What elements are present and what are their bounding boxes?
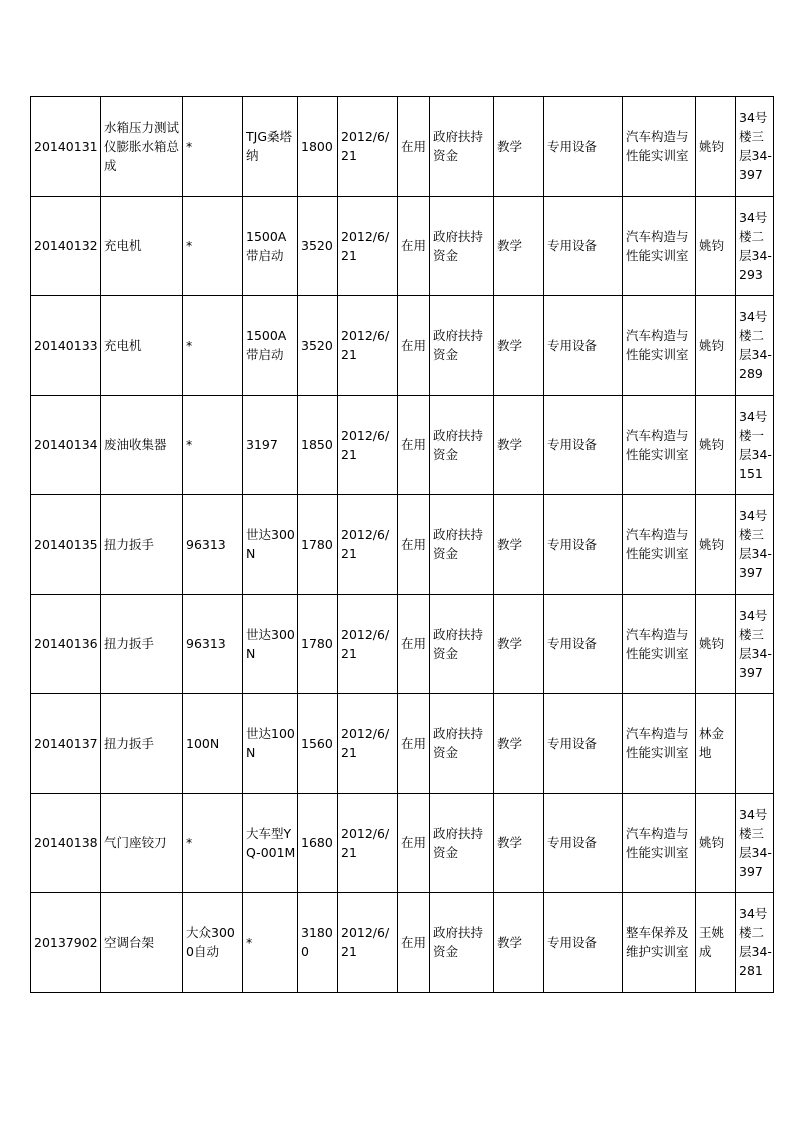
cell-name: 空调台架 xyxy=(101,893,183,993)
cell-status: 在用 xyxy=(398,196,430,296)
cell-spec: * xyxy=(243,893,298,993)
table-row xyxy=(31,694,774,794)
table-row xyxy=(31,893,774,993)
cell-date: 2012/6/21 xyxy=(338,893,398,993)
cell-status: 在用 xyxy=(398,296,430,396)
cell-keeper: 姚钧 xyxy=(696,793,736,893)
cell-keeper: 姚钧 xyxy=(696,495,736,595)
cell-status: 在用 xyxy=(398,594,430,694)
cell-id: 20140133 xyxy=(31,296,101,396)
cell-name: 扭力扳手 xyxy=(101,594,183,694)
cell-id: 20140137 xyxy=(31,694,101,794)
cell-funding: 政府扶持资金 xyxy=(430,97,494,197)
cell-price: 3520 xyxy=(298,296,338,396)
cell-usage: 教学 xyxy=(494,793,544,893)
cell-spec: 世达300N xyxy=(243,594,298,694)
cell-model: 100N xyxy=(183,694,243,794)
asset-table-body xyxy=(31,97,774,993)
cell-location: 34号楼二层34-281 xyxy=(736,893,774,993)
cell-location xyxy=(736,694,774,794)
cell-keeper: 姚钧 xyxy=(696,196,736,296)
cell-location: 34号楼三层34-397 xyxy=(736,495,774,595)
cell-model: * xyxy=(183,97,243,197)
cell-keeper: 姚钧 xyxy=(696,395,736,495)
cell-category: 专用设备 xyxy=(544,793,623,893)
cell-keeper: 姚钧 xyxy=(696,594,736,694)
cell-name: 水箱压力测试仪膨胀水箱总成 xyxy=(101,97,183,197)
cell-category: 专用设备 xyxy=(544,196,623,296)
cell-funding: 政府扶持资金 xyxy=(430,793,494,893)
cell-name: 充电机 xyxy=(101,196,183,296)
cell-price: 31800 xyxy=(298,893,338,993)
cell-category: 专用设备 xyxy=(544,694,623,794)
cell-model: 96313 xyxy=(183,594,243,694)
cell-room: 汽车构造与性能实训室 xyxy=(623,694,696,794)
cell-id: 20140131 xyxy=(31,97,101,197)
cell-keeper: 王姚成 xyxy=(696,893,736,993)
cell-id: 20140135 xyxy=(31,495,101,595)
cell-keeper: 姚钧 xyxy=(696,97,736,197)
cell-category: 专用设备 xyxy=(544,296,623,396)
cell-status: 在用 xyxy=(398,893,430,993)
cell-id: 20140134 xyxy=(31,395,101,495)
cell-location: 34号楼一层34-151 xyxy=(736,395,774,495)
cell-usage: 教学 xyxy=(494,97,544,197)
cell-location: 34号楼二层34-293 xyxy=(736,196,774,296)
cell-location: 34号楼二层34-289 xyxy=(736,296,774,396)
cell-usage: 教学 xyxy=(494,594,544,694)
cell-status: 在用 xyxy=(398,97,430,197)
cell-spec: 1500A带启动 xyxy=(243,196,298,296)
cell-price: 1560 xyxy=(298,694,338,794)
table-row xyxy=(31,196,774,296)
cell-date: 2012/6/21 xyxy=(338,97,398,197)
cell-category: 专用设备 xyxy=(544,97,623,197)
cell-category: 专用设备 xyxy=(544,495,623,595)
cell-status: 在用 xyxy=(398,694,430,794)
cell-room: 汽车构造与性能实训室 xyxy=(623,495,696,595)
cell-room: 整车保养及维护实训室 xyxy=(623,893,696,993)
cell-model: 96313 xyxy=(183,495,243,595)
cell-price: 1800 xyxy=(298,97,338,197)
cell-price: 1850 xyxy=(298,395,338,495)
cell-spec: 1500A带启动 xyxy=(243,296,298,396)
cell-room: 汽车构造与性能实训室 xyxy=(623,296,696,396)
cell-room: 汽车构造与性能实训室 xyxy=(623,97,696,197)
cell-usage: 教学 xyxy=(494,296,544,396)
cell-funding: 政府扶持资金 xyxy=(430,694,494,794)
cell-date: 2012/6/21 xyxy=(338,793,398,893)
table-row xyxy=(31,395,774,495)
cell-room: 汽车构造与性能实训室 xyxy=(623,395,696,495)
cell-room: 汽车构造与性能实训室 xyxy=(623,196,696,296)
cell-spec: TJG桑塔纳 xyxy=(243,97,298,197)
cell-price: 1780 xyxy=(298,495,338,595)
cell-spec: 大车型YQ-001M xyxy=(243,793,298,893)
cell-status: 在用 xyxy=(398,495,430,595)
cell-spec: 世达300N xyxy=(243,495,298,595)
cell-spec: 世达100N xyxy=(243,694,298,794)
cell-date: 2012/6/21 xyxy=(338,196,398,296)
cell-room: 汽车构造与性能实训室 xyxy=(623,594,696,694)
table-row xyxy=(31,495,774,595)
cell-id: 20140138 xyxy=(31,793,101,893)
cell-price: 1780 xyxy=(298,594,338,694)
cell-room: 汽车构造与性能实训室 xyxy=(623,793,696,893)
table-row xyxy=(31,594,774,694)
cell-funding: 政府扶持资金 xyxy=(430,594,494,694)
cell-id: 20137902 xyxy=(31,893,101,993)
cell-usage: 教学 xyxy=(494,893,544,993)
cell-category: 专用设备 xyxy=(544,395,623,495)
cell-spec: 3197 xyxy=(243,395,298,495)
cell-name: 充电机 xyxy=(101,296,183,396)
asset-table xyxy=(30,96,774,993)
cell-usage: 教学 xyxy=(494,495,544,595)
cell-category: 专用设备 xyxy=(544,594,623,694)
cell-funding: 政府扶持资金 xyxy=(430,495,494,595)
cell-id: 20140136 xyxy=(31,594,101,694)
cell-date: 2012/6/21 xyxy=(338,395,398,495)
cell-funding: 政府扶持资金 xyxy=(430,893,494,993)
cell-keeper: 林金地 xyxy=(696,694,736,794)
cell-date: 2012/6/21 xyxy=(338,495,398,595)
cell-date: 2012/6/21 xyxy=(338,296,398,396)
table-row xyxy=(31,97,774,197)
cell-funding: 政府扶持资金 xyxy=(430,196,494,296)
cell-date: 2012/6/21 xyxy=(338,694,398,794)
cell-model: * xyxy=(183,196,243,296)
cell-funding: 政府扶持资金 xyxy=(430,395,494,495)
cell-usage: 教学 xyxy=(494,196,544,296)
cell-category: 专用设备 xyxy=(544,893,623,993)
cell-price: 3520 xyxy=(298,196,338,296)
cell-price: 1680 xyxy=(298,793,338,893)
cell-name: 废油收集器 xyxy=(101,395,183,495)
table-row xyxy=(31,296,774,396)
cell-name: 扭力扳手 xyxy=(101,495,183,595)
cell-usage: 教学 xyxy=(494,694,544,794)
cell-funding: 政府扶持资金 xyxy=(430,296,494,396)
table-row xyxy=(31,793,774,893)
cell-status: 在用 xyxy=(398,395,430,495)
cell-location: 34号楼三层34-397 xyxy=(736,793,774,893)
cell-status: 在用 xyxy=(398,793,430,893)
cell-date: 2012/6/21 xyxy=(338,594,398,694)
cell-id: 20140132 xyxy=(31,196,101,296)
cell-model: * xyxy=(183,296,243,396)
cell-location: 34号楼三层34-397 xyxy=(736,97,774,197)
cell-name: 扭力扳手 xyxy=(101,694,183,794)
cell-keeper: 姚钧 xyxy=(696,296,736,396)
cell-name: 气门座铰刀 xyxy=(101,793,183,893)
cell-model: * xyxy=(183,793,243,893)
cell-location: 34号楼三层34-397 xyxy=(736,594,774,694)
cell-usage: 教学 xyxy=(494,395,544,495)
cell-model: 大众3000自动 xyxy=(183,893,243,993)
cell-model: * xyxy=(183,395,243,495)
